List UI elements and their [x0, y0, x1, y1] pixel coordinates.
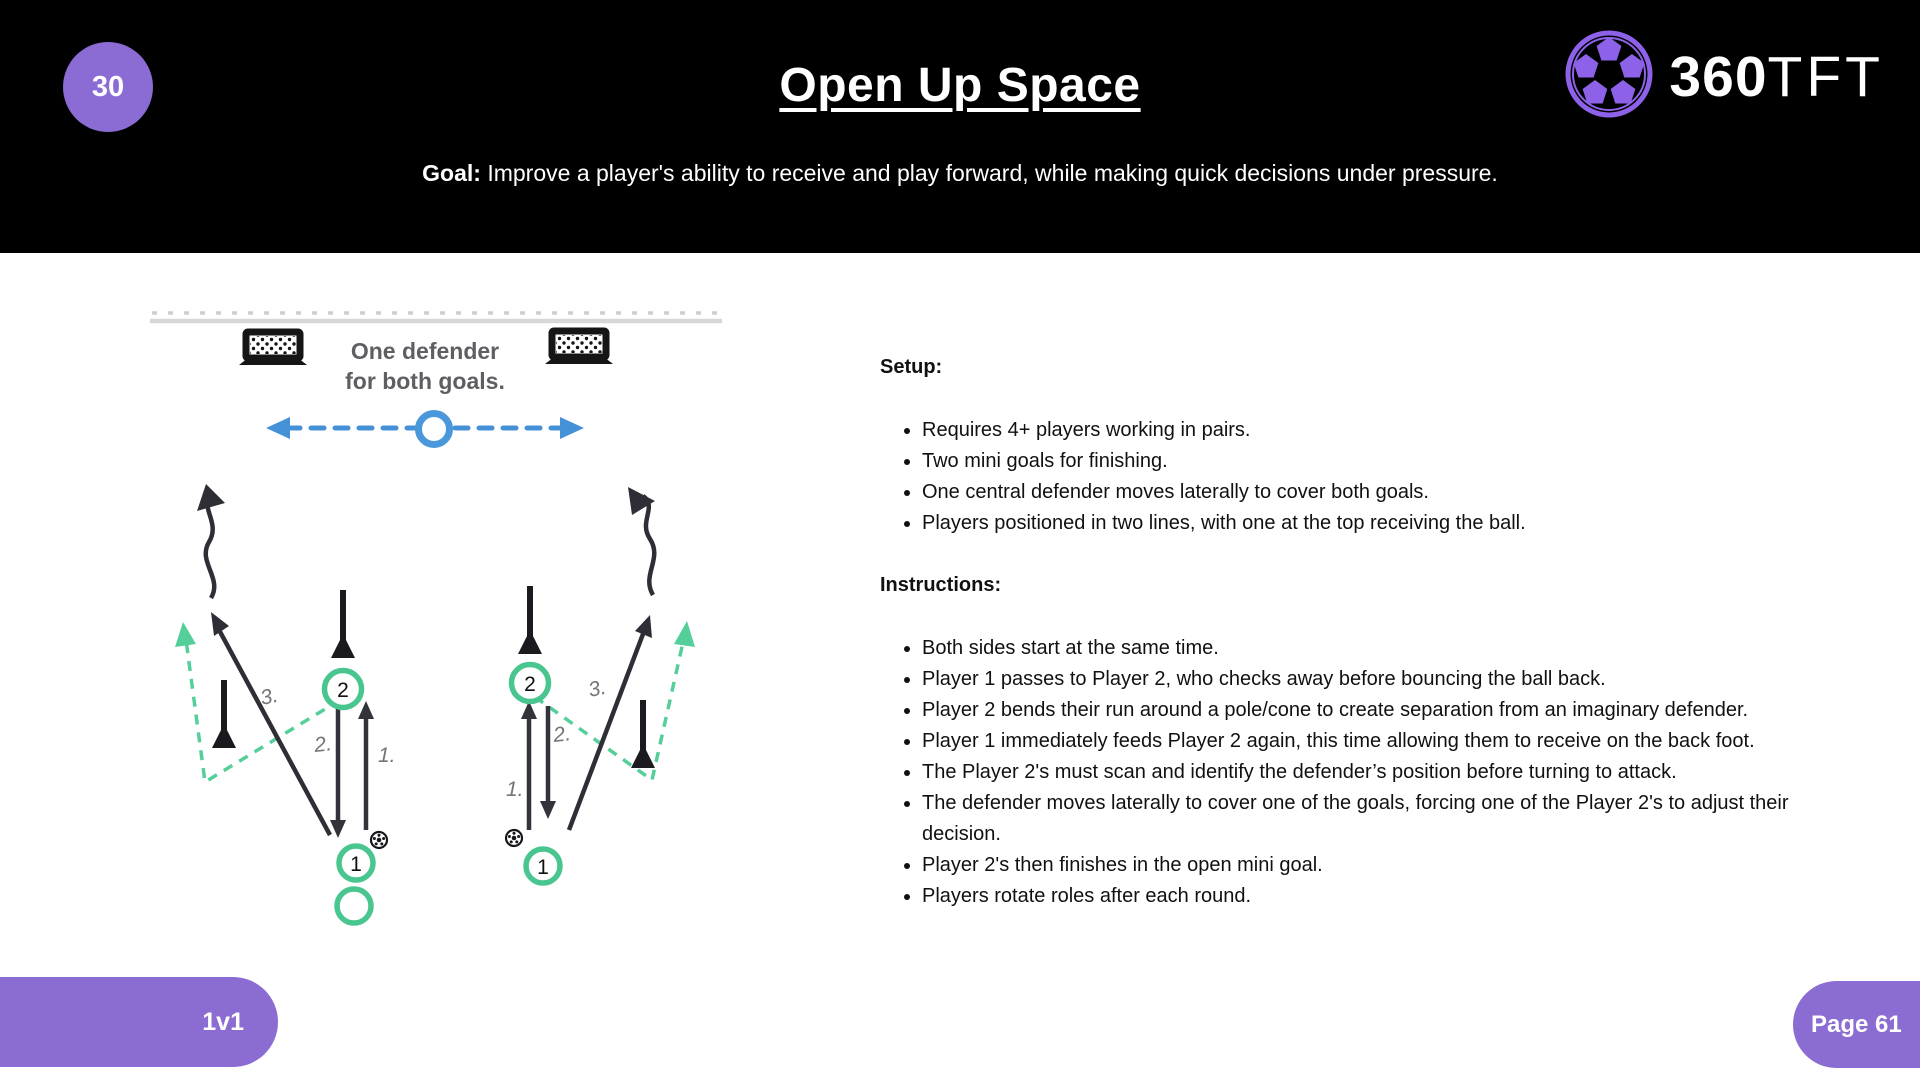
goal-text: Improve a player's ability to receive and play forward, while making quick decisions under pressure. — [480, 160, 1498, 186]
pass-left-down-head — [330, 820, 346, 838]
step-label-3-right: 3. — [586, 675, 609, 702]
brand-wordmark — [1669, 29, 1884, 125]
ball-icon-right — [506, 830, 522, 846]
waiting-player-marker — [337, 889, 371, 923]
defender-marker — [419, 414, 450, 445]
decision-run-left-arrowhead — [175, 622, 196, 647]
setup-item: • Requires 4+ players working in pairs. — [922, 415, 1837, 446]
instruction-item: • The Player 2's must scan and identify the defender’s position before turning to attack. — [922, 757, 1837, 788]
step-label-1-right: 1. — [506, 778, 524, 801]
instruction-item: • The defender moves laterally to cover one of the goals, forcing one of the Player 2's to adjust their decision. — [922, 788, 1837, 850]
setup-item: • Two mini goals for finishing. — [922, 446, 1837, 477]
diagram-caption-line1: One defender — [350, 338, 500, 364]
pole-left-inner — [331, 590, 355, 658]
setup-list — [880, 415, 1837, 539]
goal-label: Goal: — [422, 160, 481, 186]
pass-right-down-head — [540, 801, 556, 819]
pass-left-up-head — [358, 701, 374, 719]
step-label-3-left: 3. — [258, 683, 281, 710]
ball-icon-left — [371, 832, 387, 848]
brand-logo — [1563, 28, 1884, 125]
pole-right-inner — [518, 586, 542, 654]
pass-arrows-left — [338, 702, 366, 830]
instruction-item: • Player 1 immediately feeds Player 2 again, this time allowing them to receive on the back foot. — [922, 726, 1837, 757]
step-label-2-right: 2. — [552, 722, 572, 747]
svg-text:2: 2 — [524, 673, 536, 696]
instruction-item: • Players rotate roles after each round. — [922, 881, 1837, 912]
header-band — [0, 0, 1920, 253]
brand-360: 360 — [1669, 44, 1768, 109]
decision-run-right-arrowhead — [674, 621, 695, 647]
goal-line — [0, 160, 1920, 187]
instruction-item: • Player 1 passes to Player 2, who checks away before bouncing the ball back. — [922, 664, 1837, 695]
svg-text:1: 1 — [537, 856, 549, 879]
setup-heading: Setup: — [880, 356, 943, 378]
attack-run-right — [569, 615, 652, 830]
player-2-right — [512, 665, 549, 702]
diagram-caption-line2: for both goals. — [345, 368, 505, 394]
decision-run-right — [535, 638, 684, 780]
instructions-heading: Instructions: — [880, 574, 1002, 596]
instructions-list — [880, 633, 1837, 912]
soccer-ball-icon — [1563, 28, 1655, 125]
drill-number-badge: 30 — [63, 42, 153, 132]
player-1-right — [526, 849, 560, 883]
svg-text:1: 1 — [350, 853, 362, 876]
page-title: Open Up Space — [779, 59, 1141, 112]
mini-goal-left-icon — [239, 332, 307, 365]
setup-item: • Players positioned in two lines, with one at the top receiving the ball. — [922, 508, 1837, 539]
setup-item: • One central defender moves laterally to cover both goals. — [922, 477, 1837, 508]
step-label-1-left: 1. — [378, 744, 396, 767]
instruction-item: • Player 2 bends their run around a pole/cone to create separation from an imaginary defender. — [922, 695, 1837, 726]
page-number-pill: Page 61 — [1793, 981, 1920, 1068]
step-label-2-left: 2. — [313, 732, 333, 757]
brand-tft: TFT — [1767, 44, 1884, 109]
instruction-item: • Player 2's then finishes in the open mini goal. — [922, 850, 1837, 881]
player-2-left — [325, 671, 362, 708]
pitch-boundary-line — [150, 313, 724, 321]
player-1-left — [339, 846, 373, 880]
drill-diagram — [140, 300, 740, 945]
category-pill: 1v1 — [0, 977, 278, 1067]
mini-goal-right-icon — [545, 331, 613, 364]
attack-run-left — [211, 612, 330, 835]
dribble-arrow-right — [628, 487, 655, 595]
instruction-item: • Both sides start at the same time. — [922, 633, 1837, 664]
svg-text:2: 2 — [337, 679, 349, 702]
dribble-arrow-left — [197, 484, 225, 598]
pole-left-outer — [212, 680, 236, 748]
pole-right-outer — [631, 700, 655, 768]
